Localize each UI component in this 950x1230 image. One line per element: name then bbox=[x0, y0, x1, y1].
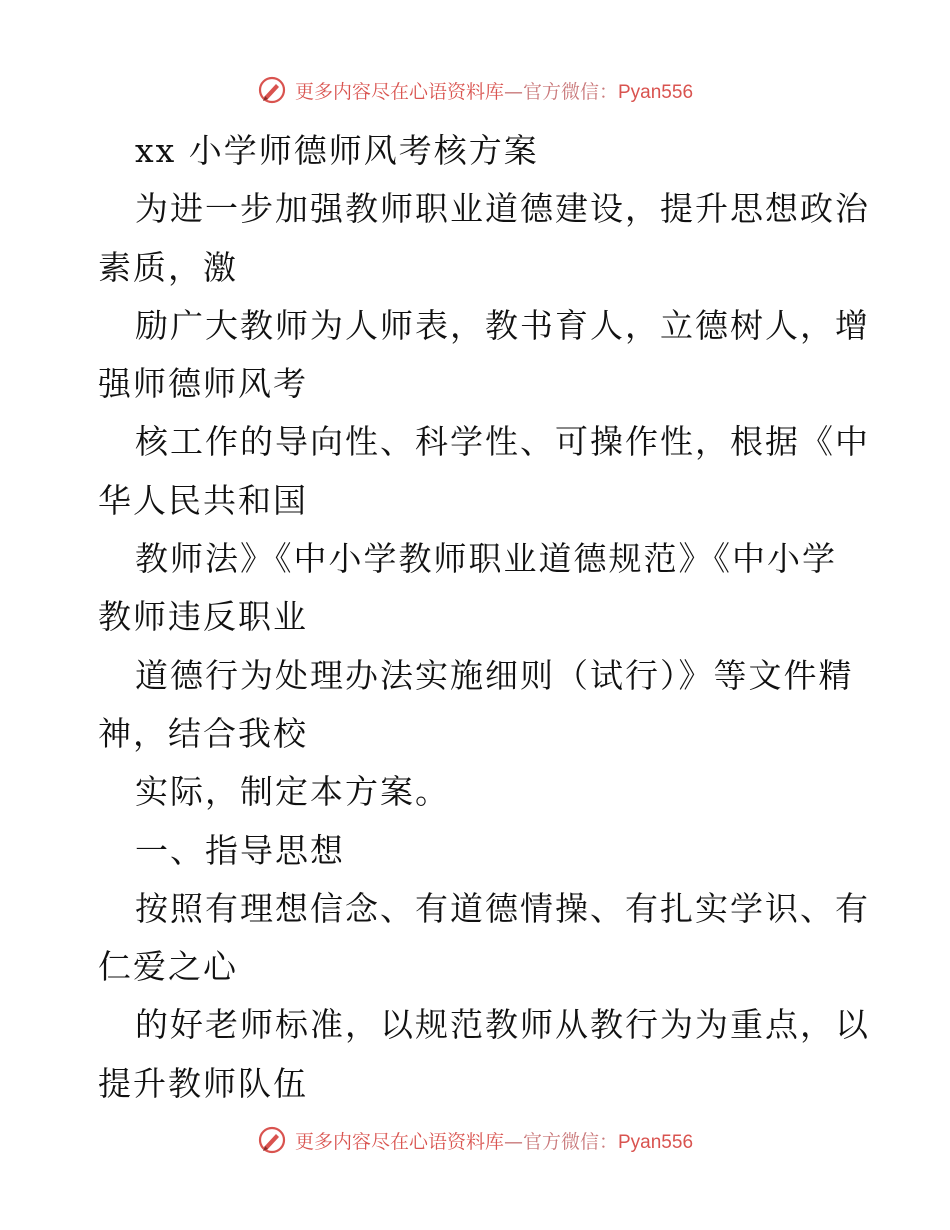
paragraph-line: 的好老师标准，以规范教师从教行为为重点，以 bbox=[135, 1005, 870, 1045]
paragraph-line: 教师法》《中小学教师职业道德规范》《中小学 bbox=[135, 539, 837, 579]
paragraph-line: 仁爱之心 bbox=[98, 947, 238, 987]
paragraph-line: 华人民共和国 bbox=[98, 480, 308, 520]
section-heading: 一、指导思想 bbox=[135, 830, 345, 870]
paragraph-line: 实际，制定本方案。 bbox=[135, 772, 450, 812]
paragraph-line: 按照有理想信念、有道德情操、有扎实学识、有 bbox=[135, 888, 870, 928]
pen-logo-icon bbox=[257, 1125, 287, 1155]
document-title: xx 小学师德师风考核方案 bbox=[135, 131, 539, 170]
paragraph-line: 素质，激 bbox=[98, 247, 238, 287]
watermark-text: 更多内容尽在心语资料库—官方微信：Pyan556 bbox=[294, 80, 694, 103]
footer-watermark bbox=[0, 1120, 950, 1160]
paragraph-line: 强师德师风考 bbox=[98, 364, 308, 404]
paragraph-line: 教师违反职业 bbox=[98, 597, 308, 637]
paragraph-line: 神，结合我校 bbox=[98, 713, 308, 753]
pen-logo-icon bbox=[257, 75, 287, 105]
paragraph-line: 提升教师队伍 bbox=[98, 1063, 308, 1103]
header-watermark bbox=[0, 70, 950, 110]
watermark-text: 更多内容尽在心语资料库—官方微信：Pyan556 bbox=[294, 1130, 694, 1153]
paragraph-line: 核工作的导向性、科学性、可操作性，根据《中 bbox=[135, 422, 870, 462]
paragraph-line: 励广大教师为人师表，教书育人，立德树人，增 bbox=[135, 305, 870, 345]
paragraph-line: 道德行为处理办法实施细则（试行）》等文件精 bbox=[135, 655, 854, 695]
document-body bbox=[98, 122, 870, 1113]
paragraph-line: 为进一步加强教师职业道德建设，提升思想政治 bbox=[135, 189, 870, 229]
